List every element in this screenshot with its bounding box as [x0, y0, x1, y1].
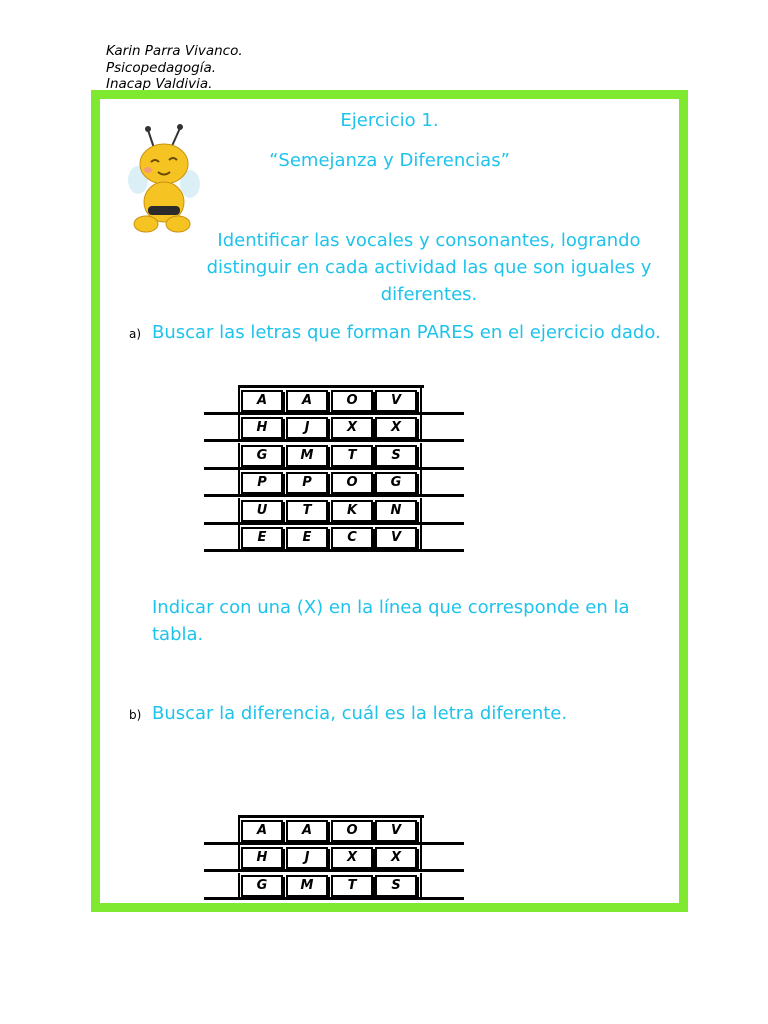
- letter-cell[interactable]: J: [286, 847, 328, 869]
- grid-separator: [238, 873, 240, 900]
- grid-separator: [420, 873, 422, 900]
- letter-cell[interactable]: E: [241, 527, 283, 549]
- letter-cell[interactable]: G: [375, 472, 417, 494]
- grid-separator: [420, 498, 422, 525]
- exercise-subtitle: “Semejanza y Diferencias”: [269, 150, 510, 171]
- grid-row: [204, 845, 464, 872]
- grid-row: [204, 873, 464, 900]
- grid-separator: [420, 525, 422, 552]
- author-institution: Inacap Valdivia.: [106, 76, 213, 92]
- letter-cell[interactable]: O: [331, 472, 373, 494]
- item-a-text: Buscar las letras que forman PARES en el ejercicio dado.: [152, 322, 661, 343]
- letter-cell[interactable]: U: [241, 500, 283, 522]
- letter-cell[interactable]: T: [331, 445, 373, 467]
- author-program: Psicopedagogía.: [106, 59, 217, 76]
- grid-separator: [238, 470, 240, 497]
- grid-separator: [420, 415, 422, 442]
- letter-cell[interactable]: S: [375, 445, 417, 467]
- grid-row: [204, 415, 464, 442]
- letter-cell[interactable]: A: [241, 390, 283, 412]
- letter-cell[interactable]: C: [331, 527, 373, 549]
- letter-cell[interactable]: T: [286, 500, 328, 522]
- letter-cell[interactable]: H: [241, 417, 283, 439]
- grid-row: [204, 525, 464, 552]
- letter-cell[interactable]: M: [286, 875, 328, 897]
- item-a-marker: a): [129, 327, 142, 341]
- letter-cell[interactable]: X: [331, 847, 373, 869]
- letter-cell[interactable]: H: [241, 847, 283, 869]
- letter-cell[interactable]: A: [286, 390, 328, 412]
- grid-row: [204, 388, 464, 415]
- item-b-text: Buscar la diferencia, cuál es la letra diferente.: [152, 703, 568, 724]
- letter-grid-pairs: [204, 385, 464, 557]
- letter-cell[interactable]: K: [331, 500, 373, 522]
- letter-cell[interactable]: X: [375, 847, 417, 869]
- letter-cell[interactable]: S: [375, 875, 417, 897]
- grid-separator: [238, 388, 240, 415]
- letter-cell[interactable]: A: [286, 820, 328, 842]
- answer-line[interactable]: [204, 897, 464, 900]
- letter-cell[interactable]: V: [375, 527, 417, 549]
- answer-line[interactable]: [204, 549, 464, 552]
- letter-cell[interactable]: E: [286, 527, 328, 549]
- grid-row: [204, 818, 464, 845]
- grid-separator: [238, 818, 240, 845]
- letter-cell[interactable]: O: [331, 820, 373, 842]
- author-header: [106, 43, 243, 93]
- item-b-marker: b): [129, 708, 142, 722]
- letter-cell[interactable]: J: [286, 417, 328, 439]
- letter-cell[interactable]: N: [375, 500, 417, 522]
- grid-separator: [238, 498, 240, 525]
- grid-separator: [420, 388, 422, 415]
- letter-cell[interactable]: O: [331, 390, 373, 412]
- letter-cell[interactable]: X: [375, 417, 417, 439]
- grid-separator: [238, 845, 240, 872]
- grid-row: [204, 470, 464, 497]
- author-name: Karin Parra Vivanco.: [106, 43, 243, 59]
- letter-grid-difference: [204, 815, 464, 905]
- exercise-title: Ejercicio 1.: [340, 110, 439, 131]
- grid-separator: [238, 415, 240, 442]
- grid-row: [204, 498, 464, 525]
- bee-mascot-icon: [124, 122, 204, 234]
- letter-cell[interactable]: P: [286, 472, 328, 494]
- letter-cell[interactable]: G: [241, 445, 283, 467]
- instruction-text: Indicar con una (X) en la línea que corresponde en la tabla.: [152, 597, 630, 645]
- letter-cell[interactable]: A: [241, 820, 283, 842]
- letter-cell[interactable]: G: [241, 875, 283, 897]
- grid-separator: [420, 845, 422, 872]
- grid-separator: [420, 443, 422, 470]
- letter-cell[interactable]: V: [375, 820, 417, 842]
- grid-separator: [238, 443, 240, 470]
- grid-separator: [238, 525, 240, 552]
- letter-cell[interactable]: V: [375, 390, 417, 412]
- letter-cell[interactable]: X: [331, 417, 373, 439]
- letter-cell[interactable]: P: [241, 472, 283, 494]
- letter-cell[interactable]: M: [286, 445, 328, 467]
- letter-cell[interactable]: T: [331, 875, 373, 897]
- exercise-objective: Identificar las vocales y consonantes, logrando distinguir en cada actividad las que son iguales y diferentes.: [206, 230, 652, 305]
- grid-separator: [420, 818, 422, 845]
- grid-row: [204, 443, 464, 470]
- grid-separator: [420, 470, 422, 497]
